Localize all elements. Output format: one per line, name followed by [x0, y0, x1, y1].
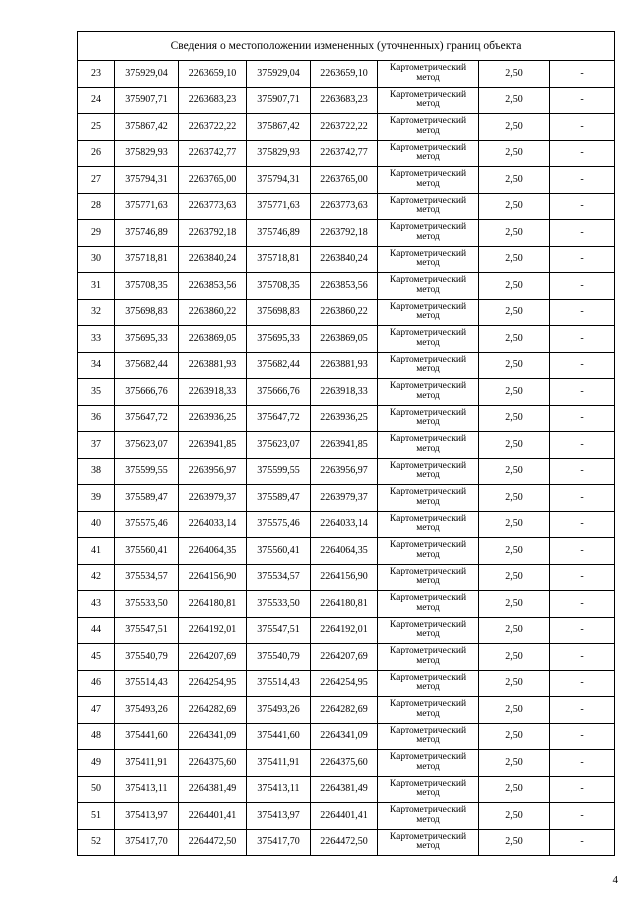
existing-x-cell: 375708,35	[115, 273, 179, 300]
method-cell: Картометрический метод	[378, 697, 479, 724]
table-row	[78, 220, 615, 247]
refined-x-cell: 375560,41	[247, 538, 311, 565]
existing-x-cell: 375794,31	[115, 167, 179, 194]
method-cell: Картометрический метод	[378, 114, 479, 141]
refined-x-cell: 375540,79	[247, 644, 311, 671]
existing-x-cell: 375867,42	[115, 114, 179, 141]
existing-x-cell: 375533,50	[115, 591, 179, 618]
method-cell: Картометрический метод	[378, 723, 479, 750]
point-number-cell: 31	[78, 273, 115, 300]
table-row	[78, 829, 615, 856]
existing-y-cell: 2264375,60	[179, 750, 247, 777]
existing-x-cell: 375417,70	[115, 829, 179, 856]
refined-x-cell: 375771,63	[247, 193, 311, 220]
refined-x-cell: 375666,76	[247, 379, 311, 406]
existing-y-cell: 2264033,14	[179, 511, 247, 538]
method-cell: Картометрический метод	[378, 193, 479, 220]
point-number-cell: 25	[78, 114, 115, 141]
accuracy-cell: 2,50	[479, 485, 550, 512]
refined-x-cell: 375695,33	[247, 326, 311, 353]
table-row	[78, 167, 615, 194]
existing-x-cell: 375534,57	[115, 564, 179, 591]
table-row	[78, 432, 615, 459]
note-cell: -	[550, 485, 615, 512]
table-row	[78, 405, 615, 432]
point-number-cell: 33	[78, 326, 115, 353]
refined-y-cell: 2263869,05	[311, 326, 378, 353]
method-cell: Картометрический метод	[378, 379, 479, 406]
existing-y-cell: 2263773,63	[179, 193, 247, 220]
refined-x-cell: 375698,83	[247, 299, 311, 326]
table-row	[78, 87, 615, 114]
note-cell: -	[550, 61, 615, 88]
refined-y-cell: 2263979,37	[311, 485, 378, 512]
point-number-cell: 51	[78, 803, 115, 830]
note-cell: -	[550, 591, 615, 618]
existing-y-cell: 2263683,23	[179, 87, 247, 114]
existing-x-cell: 375746,89	[115, 220, 179, 247]
refined-x-cell: 375589,47	[247, 485, 311, 512]
accuracy-cell: 2,50	[479, 352, 550, 379]
note-cell: -	[550, 193, 615, 220]
accuracy-cell: 2,50	[479, 670, 550, 697]
method-cell: Картометрический метод	[378, 273, 479, 300]
existing-x-cell: 375623,07	[115, 432, 179, 459]
existing-y-cell: 2264401,41	[179, 803, 247, 830]
refined-x-cell: 375575,46	[247, 511, 311, 538]
method-cell: Картометрический метод	[378, 326, 479, 353]
existing-y-cell: 2263941,85	[179, 432, 247, 459]
refined-y-cell: 2263918,33	[311, 379, 378, 406]
refined-x-cell: 375547,51	[247, 617, 311, 644]
note-cell: -	[550, 697, 615, 724]
existing-x-cell: 375682,44	[115, 352, 179, 379]
existing-x-cell: 375411,91	[115, 750, 179, 777]
table-row	[78, 697, 615, 724]
refined-x-cell: 375441,60	[247, 723, 311, 750]
table-row	[78, 140, 615, 167]
existing-x-cell: 375647,72	[115, 405, 179, 432]
refined-x-cell: 375794,31	[247, 167, 311, 194]
accuracy-cell: 2,50	[479, 87, 550, 114]
point-number-cell: 40	[78, 511, 115, 538]
coordinates-table	[77, 31, 615, 856]
refined-y-cell: 2263773,63	[311, 193, 378, 220]
note-cell: -	[550, 803, 615, 830]
note-cell: -	[550, 670, 615, 697]
refined-y-cell: 2263742,77	[311, 140, 378, 167]
existing-x-cell: 375413,97	[115, 803, 179, 830]
existing-x-cell: 375589,47	[115, 485, 179, 512]
note-cell: -	[550, 538, 615, 565]
table-row	[78, 538, 615, 565]
accuracy-cell: 2,50	[479, 458, 550, 485]
accuracy-cell: 2,50	[479, 61, 550, 88]
accuracy-cell: 2,50	[479, 405, 550, 432]
point-number-cell: 37	[78, 432, 115, 459]
method-cell: Картометрический метод	[378, 829, 479, 856]
existing-x-cell: 375560,41	[115, 538, 179, 565]
note-cell: -	[550, 723, 615, 750]
point-number-cell: 26	[78, 140, 115, 167]
refined-x-cell: 375413,11	[247, 776, 311, 803]
point-number-cell: 47	[78, 697, 115, 724]
accuracy-cell: 2,50	[479, 776, 550, 803]
point-number-cell: 30	[78, 246, 115, 273]
method-cell: Картометрический метод	[378, 538, 479, 565]
accuracy-cell: 2,50	[479, 750, 550, 777]
refined-y-cell: 2264254,95	[311, 670, 378, 697]
note-cell: -	[550, 776, 615, 803]
existing-y-cell: 2264282,69	[179, 697, 247, 724]
method-cell: Картометрический метод	[378, 220, 479, 247]
refined-y-cell: 2263659,10	[311, 61, 378, 88]
existing-x-cell: 375547,51	[115, 617, 179, 644]
existing-x-cell: 375666,76	[115, 379, 179, 406]
table-row	[78, 803, 615, 830]
table-row	[78, 776, 615, 803]
note-cell: -	[550, 829, 615, 856]
existing-y-cell: 2263853,56	[179, 273, 247, 300]
note-cell: -	[550, 564, 615, 591]
accuracy-cell: 2,50	[479, 829, 550, 856]
method-cell: Картометрический метод	[378, 246, 479, 273]
existing-y-cell: 2264207,69	[179, 644, 247, 671]
accuracy-cell: 2,50	[479, 511, 550, 538]
refined-y-cell: 2263792,18	[311, 220, 378, 247]
method-cell: Картометрический метод	[378, 670, 479, 697]
refined-y-cell: 2263722,22	[311, 114, 378, 141]
existing-x-cell: 375829,93	[115, 140, 179, 167]
method-cell: Картометрический метод	[378, 485, 479, 512]
point-number-cell: 24	[78, 87, 115, 114]
existing-x-cell: 375718,81	[115, 246, 179, 273]
refined-y-cell: 2263881,93	[311, 352, 378, 379]
table-row	[78, 617, 615, 644]
refined-y-cell: 2264192,01	[311, 617, 378, 644]
note-cell: -	[550, 220, 615, 247]
method-cell: Картометрический метод	[378, 776, 479, 803]
point-number-cell: 35	[78, 379, 115, 406]
point-number-cell: 46	[78, 670, 115, 697]
method-cell: Картометрический метод	[378, 644, 479, 671]
table-row	[78, 379, 615, 406]
existing-x-cell: 375441,60	[115, 723, 179, 750]
point-number-cell: 52	[78, 829, 115, 856]
accuracy-cell: 2,50	[479, 246, 550, 273]
accuracy-cell: 2,50	[479, 564, 550, 591]
method-cell: Картометрический метод	[378, 617, 479, 644]
existing-y-cell: 2263659,10	[179, 61, 247, 88]
point-number-cell: 45	[78, 644, 115, 671]
refined-y-cell: 2263860,22	[311, 299, 378, 326]
existing-y-cell: 2264180,81	[179, 591, 247, 618]
refined-x-cell: 375533,50	[247, 591, 311, 618]
point-number-cell: 28	[78, 193, 115, 220]
accuracy-cell: 2,50	[479, 299, 550, 326]
existing-y-cell: 2263956,97	[179, 458, 247, 485]
note-cell: -	[550, 458, 615, 485]
table-row	[78, 750, 615, 777]
refined-y-cell: 2263936,25	[311, 405, 378, 432]
table-row	[78, 246, 615, 273]
existing-x-cell: 375929,04	[115, 61, 179, 88]
method-cell: Картометрический метод	[378, 511, 479, 538]
refined-x-cell: 375708,35	[247, 273, 311, 300]
table-row	[78, 485, 615, 512]
table-row	[78, 564, 615, 591]
existing-y-cell: 2264156,90	[179, 564, 247, 591]
note-cell: -	[550, 432, 615, 459]
refined-y-cell: 2263840,24	[311, 246, 378, 273]
refined-x-cell: 375417,70	[247, 829, 311, 856]
existing-y-cell: 2263918,33	[179, 379, 247, 406]
method-cell: Картометрический метод	[378, 803, 479, 830]
table-row	[78, 326, 615, 353]
existing-y-cell: 2264192,01	[179, 617, 247, 644]
note-cell: -	[550, 326, 615, 353]
existing-y-cell: 2264341,09	[179, 723, 247, 750]
note-cell: -	[550, 140, 615, 167]
existing-y-cell: 2263881,93	[179, 352, 247, 379]
note-cell: -	[550, 405, 615, 432]
point-number-cell: 42	[78, 564, 115, 591]
method-cell: Картометрический метод	[378, 140, 479, 167]
refined-y-cell: 2264033,14	[311, 511, 378, 538]
accuracy-cell: 2,50	[479, 432, 550, 459]
accuracy-cell: 2,50	[479, 326, 550, 353]
accuracy-cell: 2,50	[479, 114, 550, 141]
note-cell: -	[550, 644, 615, 671]
existing-x-cell: 375907,71	[115, 87, 179, 114]
point-number-cell: 36	[78, 405, 115, 432]
refined-x-cell: 375493,26	[247, 697, 311, 724]
note-cell: -	[550, 114, 615, 141]
existing-x-cell: 375575,46	[115, 511, 179, 538]
refined-x-cell: 375413,97	[247, 803, 311, 830]
existing-y-cell: 2263869,05	[179, 326, 247, 353]
method-cell: Картометрический метод	[378, 458, 479, 485]
point-number-cell: 41	[78, 538, 115, 565]
point-number-cell: 44	[78, 617, 115, 644]
table-row	[78, 352, 615, 379]
point-number-cell: 39	[78, 485, 115, 512]
refined-y-cell: 2264156,90	[311, 564, 378, 591]
existing-y-cell: 2263840,24	[179, 246, 247, 273]
note-cell: -	[550, 299, 615, 326]
table-row	[78, 114, 615, 141]
existing-x-cell: 375599,55	[115, 458, 179, 485]
accuracy-cell: 2,50	[479, 379, 550, 406]
point-number-cell: 43	[78, 591, 115, 618]
method-cell: Картометрический метод	[378, 564, 479, 591]
refined-y-cell: 2263941,85	[311, 432, 378, 459]
point-number-cell: 49	[78, 750, 115, 777]
table-row	[78, 511, 615, 538]
accuracy-cell: 2,50	[479, 273, 550, 300]
refined-x-cell: 375829,93	[247, 140, 311, 167]
note-cell: -	[550, 379, 615, 406]
existing-y-cell: 2264254,95	[179, 670, 247, 697]
refined-x-cell: 375746,89	[247, 220, 311, 247]
refined-y-cell: 2264282,69	[311, 697, 378, 724]
note-cell: -	[550, 87, 615, 114]
table-row	[78, 299, 615, 326]
existing-y-cell: 2263860,22	[179, 299, 247, 326]
method-cell: Картометрический метод	[378, 87, 479, 114]
table-row	[78, 458, 615, 485]
table-header: Сведения о местоположении измененных (уточненных) границ объекта	[78, 32, 615, 61]
refined-y-cell: 2263683,23	[311, 87, 378, 114]
method-cell: Картометрический метод	[378, 591, 479, 618]
refined-y-cell: 2264180,81	[311, 591, 378, 618]
page-number: 4	[612, 874, 618, 886]
point-number-cell: 34	[78, 352, 115, 379]
refined-x-cell: 375514,43	[247, 670, 311, 697]
refined-y-cell: 2264207,69	[311, 644, 378, 671]
table-row	[78, 591, 615, 618]
point-number-cell: 29	[78, 220, 115, 247]
point-number-cell: 38	[78, 458, 115, 485]
refined-x-cell: 375682,44	[247, 352, 311, 379]
table-row	[78, 670, 615, 697]
table-row	[78, 723, 615, 750]
method-cell: Картометрический метод	[378, 352, 479, 379]
refined-x-cell: 375907,71	[247, 87, 311, 114]
note-cell: -	[550, 167, 615, 194]
existing-y-cell: 2263792,18	[179, 220, 247, 247]
existing-x-cell: 375771,63	[115, 193, 179, 220]
existing-x-cell: 375698,83	[115, 299, 179, 326]
method-cell: Картометрический метод	[378, 167, 479, 194]
note-cell: -	[550, 246, 615, 273]
table-header-row	[78, 32, 615, 61]
refined-x-cell: 375623,07	[247, 432, 311, 459]
accuracy-cell: 2,50	[479, 220, 550, 247]
method-cell: Картометрический метод	[378, 405, 479, 432]
existing-y-cell: 2264472,50	[179, 829, 247, 856]
table-row	[78, 273, 615, 300]
point-number-cell: 27	[78, 167, 115, 194]
refined-y-cell: 2264375,60	[311, 750, 378, 777]
existing-x-cell: 375514,43	[115, 670, 179, 697]
accuracy-cell: 2,50	[479, 140, 550, 167]
accuracy-cell: 2,50	[479, 697, 550, 724]
refined-y-cell: 2263853,56	[311, 273, 378, 300]
refined-y-cell: 2264064,35	[311, 538, 378, 565]
refined-x-cell: 375534,57	[247, 564, 311, 591]
refined-x-cell: 375411,91	[247, 750, 311, 777]
refined-x-cell: 375599,55	[247, 458, 311, 485]
refined-y-cell: 2264401,41	[311, 803, 378, 830]
point-number-cell: 32	[78, 299, 115, 326]
refined-x-cell: 375867,42	[247, 114, 311, 141]
refined-y-cell: 2263956,97	[311, 458, 378, 485]
table-row	[78, 644, 615, 671]
point-number-cell: 48	[78, 723, 115, 750]
existing-x-cell: 375413,11	[115, 776, 179, 803]
existing-y-cell: 2264381,49	[179, 776, 247, 803]
refined-x-cell: 375718,81	[247, 246, 311, 273]
refined-y-cell: 2264341,09	[311, 723, 378, 750]
accuracy-cell: 2,50	[479, 803, 550, 830]
refined-y-cell: 2264472,50	[311, 829, 378, 856]
accuracy-cell: 2,50	[479, 644, 550, 671]
existing-y-cell: 2263742,77	[179, 140, 247, 167]
existing-y-cell: 2263979,37	[179, 485, 247, 512]
accuracy-cell: 2,50	[479, 167, 550, 194]
point-number-cell: 50	[78, 776, 115, 803]
accuracy-cell: 2,50	[479, 591, 550, 618]
refined-x-cell: 375647,72	[247, 405, 311, 432]
note-cell: -	[550, 352, 615, 379]
existing-x-cell: 375540,79	[115, 644, 179, 671]
existing-y-cell: 2264064,35	[179, 538, 247, 565]
method-cell: Картометрический метод	[378, 432, 479, 459]
accuracy-cell: 2,50	[479, 193, 550, 220]
point-number-cell: 23	[78, 61, 115, 88]
refined-y-cell: 2264381,49	[311, 776, 378, 803]
accuracy-cell: 2,50	[479, 617, 550, 644]
note-cell: -	[550, 617, 615, 644]
note-cell: -	[550, 750, 615, 777]
existing-y-cell: 2263722,22	[179, 114, 247, 141]
table-row	[78, 61, 615, 88]
method-cell: Картометрический метод	[378, 61, 479, 88]
existing-x-cell: 375695,33	[115, 326, 179, 353]
existing-y-cell: 2263765,00	[179, 167, 247, 194]
refined-y-cell: 2263765,00	[311, 167, 378, 194]
refined-x-cell: 375929,04	[247, 61, 311, 88]
method-cell: Картометрический метод	[378, 750, 479, 777]
existing-y-cell: 2263936,25	[179, 405, 247, 432]
note-cell: -	[550, 273, 615, 300]
accuracy-cell: 2,50	[479, 538, 550, 565]
existing-x-cell: 375493,26	[115, 697, 179, 724]
table-row	[78, 193, 615, 220]
note-cell: -	[550, 511, 615, 538]
method-cell: Картометрический метод	[378, 299, 479, 326]
accuracy-cell: 2,50	[479, 723, 550, 750]
